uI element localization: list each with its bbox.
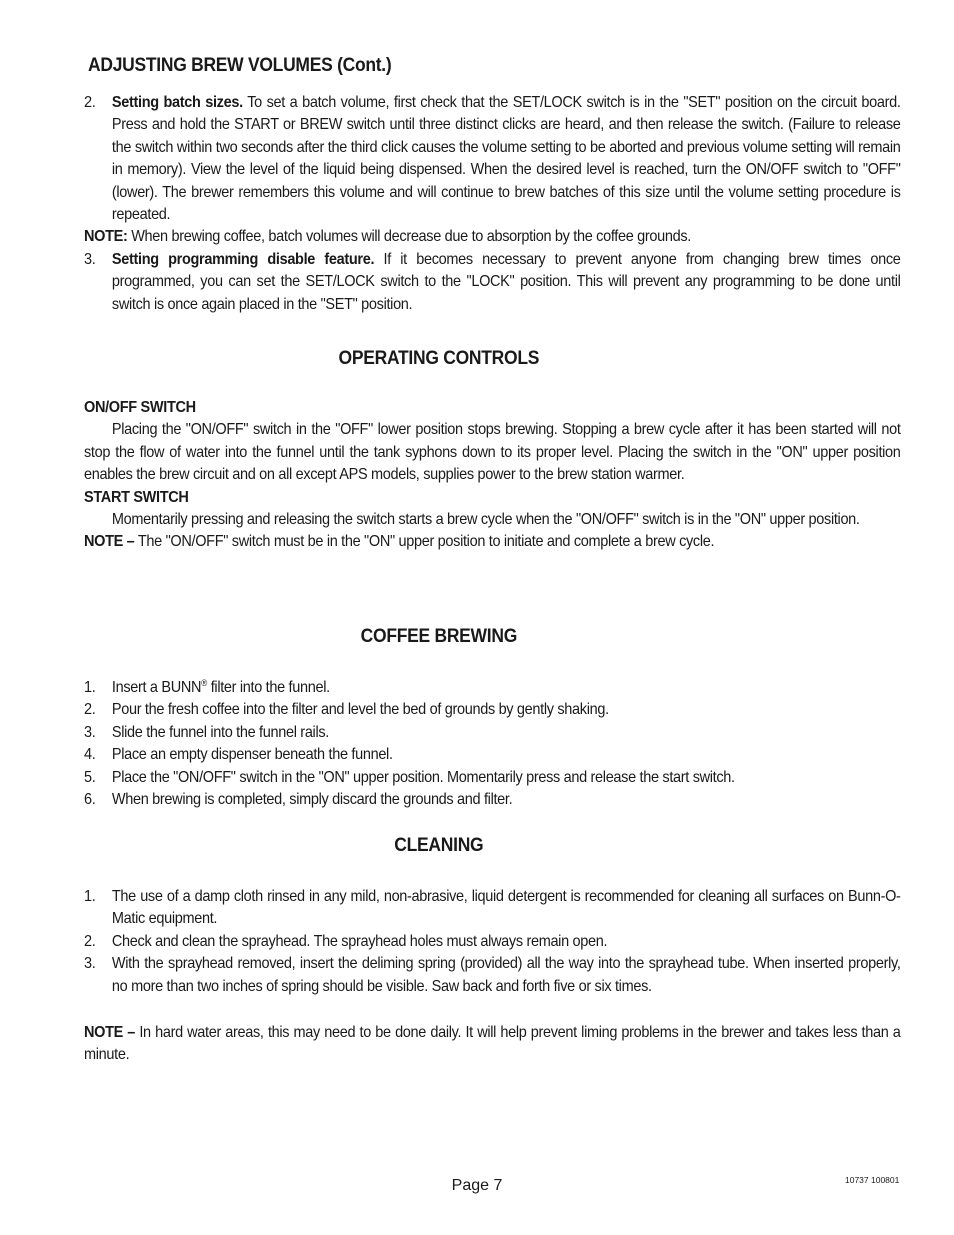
item-text: If it becomes necessary to prevent anyone from changing brew times once programmed, you can set the SET/LOCK switch to the "LOCK" position. This will prevent any programming to be done until switch is once again placed in the "SET" position. — [111, 250, 901, 313]
list-item — [84, 677, 901, 699]
item-text: Check and clean the sprayhead. The sprayhead holes must always remain open. — [111, 932, 608, 950]
item-lead: Setting batch sizes. — [111, 94, 243, 111]
item-text: Pour the fresh coffee into the filter and level the bed of grounds by gently shaking. — [111, 701, 609, 719]
list-number: 4. — [84, 746, 96, 764]
section-title-adjusting-brew-volumes: ADJUSTING BREW VOLUMES (Cont.) — [88, 55, 392, 76]
coffee-brewing-list — [84, 677, 901, 811]
list-item — [84, 931, 901, 953]
note-lead: NOTE – — [84, 1024, 136, 1041]
note — [84, 531, 901, 553]
item-text: Place an empty dispenser beneath the funnel. — [111, 746, 393, 764]
list-item — [84, 722, 901, 744]
section-title-operating-controls: OPERATING CONTROLS — [338, 348, 540, 369]
item-text: Place the "ON/OFF" switch in the "ON" upper position. Momentarily press and release the start switch. — [111, 768, 735, 786]
list-item — [84, 92, 901, 226]
cleaning-note — [84, 1022, 901, 1067]
item-text: When brewing is completed, simply discard the grounds and filter. — [111, 791, 513, 809]
section-title-coffee-brewing: COFFEE BREWING — [360, 626, 518, 647]
list-item — [84, 886, 901, 931]
item-text-after: filter into the funnel. — [207, 679, 330, 696]
list-item — [84, 953, 901, 998]
list-number: 5. — [84, 768, 96, 786]
start-paragraph: Momentarily pressing and releasing the switch starts a brew cycle when the "ON/OFF" switch is in the "ON" upper position. — [111, 511, 860, 529]
list-item — [84, 789, 901, 811]
note — [84, 226, 901, 248]
list-number: 1. — [84, 888, 96, 905]
list-item — [84, 699, 901, 721]
list-item — [84, 767, 901, 789]
list-item — [84, 744, 901, 766]
list-number: 2. — [84, 932, 96, 950]
onoff-paragraph: Placing the "ON/OFF" switch in the "OFF" lower position stops brewing. Stopping a brew cycle after it has been started will not stop the flow of water into the funnel until the tank syphons down to its proper level. Placing the switch in the "ON" upper position enables the brew circuit and on all except APS models, supplies power to the brew station warmer. — [84, 421, 901, 484]
list-number: 1. — [84, 679, 96, 696]
list-number: 6. — [84, 791, 96, 809]
item-lead: Setting programming disable feature. — [111, 250, 375, 268]
item-text: Insert a BUNN — [111, 679, 202, 696]
list-number: 2. — [84, 701, 96, 719]
list-number: 2. — [84, 94, 96, 111]
item-text: To set a batch volume, first check that the SET/LOCK switch is in the "SET" position on the circuit board. Press and hold the START or BREW switch until three distinct clicks are heard, and then release the switch. (Failure to release the switch within two seconds after the third click causes the volume setting to be aborted and previous volume setting will remain in memory). View the level of the liquid being dispensed. When the desired level is reached, turn the ON/OFF switch to "OFF" (lower). The brewer remembers this volume and will continue to brew batches of this size until the volume setting procedure is repeated. — [111, 94, 901, 224]
note-text: In hard water areas, this may need to be done daily. It will help prevent liming problems in the brewer and takes less than a minute. — [84, 1024, 901, 1064]
list-number: 3. — [84, 723, 96, 741]
subsection-title-onoff-switch: ON/OFF SWITCH — [84, 399, 196, 416]
section-title-cleaning: CLEANING — [394, 835, 484, 856]
list-item — [84, 249, 901, 316]
list-number: 3. — [84, 250, 96, 268]
note-lead: NOTE – — [84, 533, 135, 551]
note-text: When brewing coffee, batch volumes will decrease due to absorption by the coffee grounds. — [127, 228, 691, 246]
brew-volumes-block — [84, 92, 901, 316]
operating-controls-block — [84, 397, 901, 554]
item-text: With the sprayhead removed, insert the deliming spring (provided) all the way into the sprayhead tube. When inserted properly, no more than two inches of spring should be visible. Saw back and forth five or six times. — [111, 955, 901, 995]
item-text: The use of a damp cloth rinsed in any mild, non-abrasive, liquid detergent is recommended for cleaning all surfaces on Bunn-O-Matic equipment. — [111, 888, 901, 928]
cleaning-list — [84, 886, 901, 998]
item-text: Slide the funnel into the funnel rails. — [111, 723, 329, 741]
note-text: The "ON/OFF" switch must be in the "ON" upper position to initiate and complete a brew cycle. — [134, 533, 715, 551]
list-number: 3. — [84, 955, 96, 973]
note-lead: NOTE: — [84, 228, 128, 246]
registered-mark: ® — [201, 677, 208, 688]
subsection-title-start-switch: START SWITCH — [84, 488, 189, 506]
page-number: Page 7 — [451, 1177, 503, 1194]
document-code: 10737 100801 — [845, 1175, 900, 1185]
